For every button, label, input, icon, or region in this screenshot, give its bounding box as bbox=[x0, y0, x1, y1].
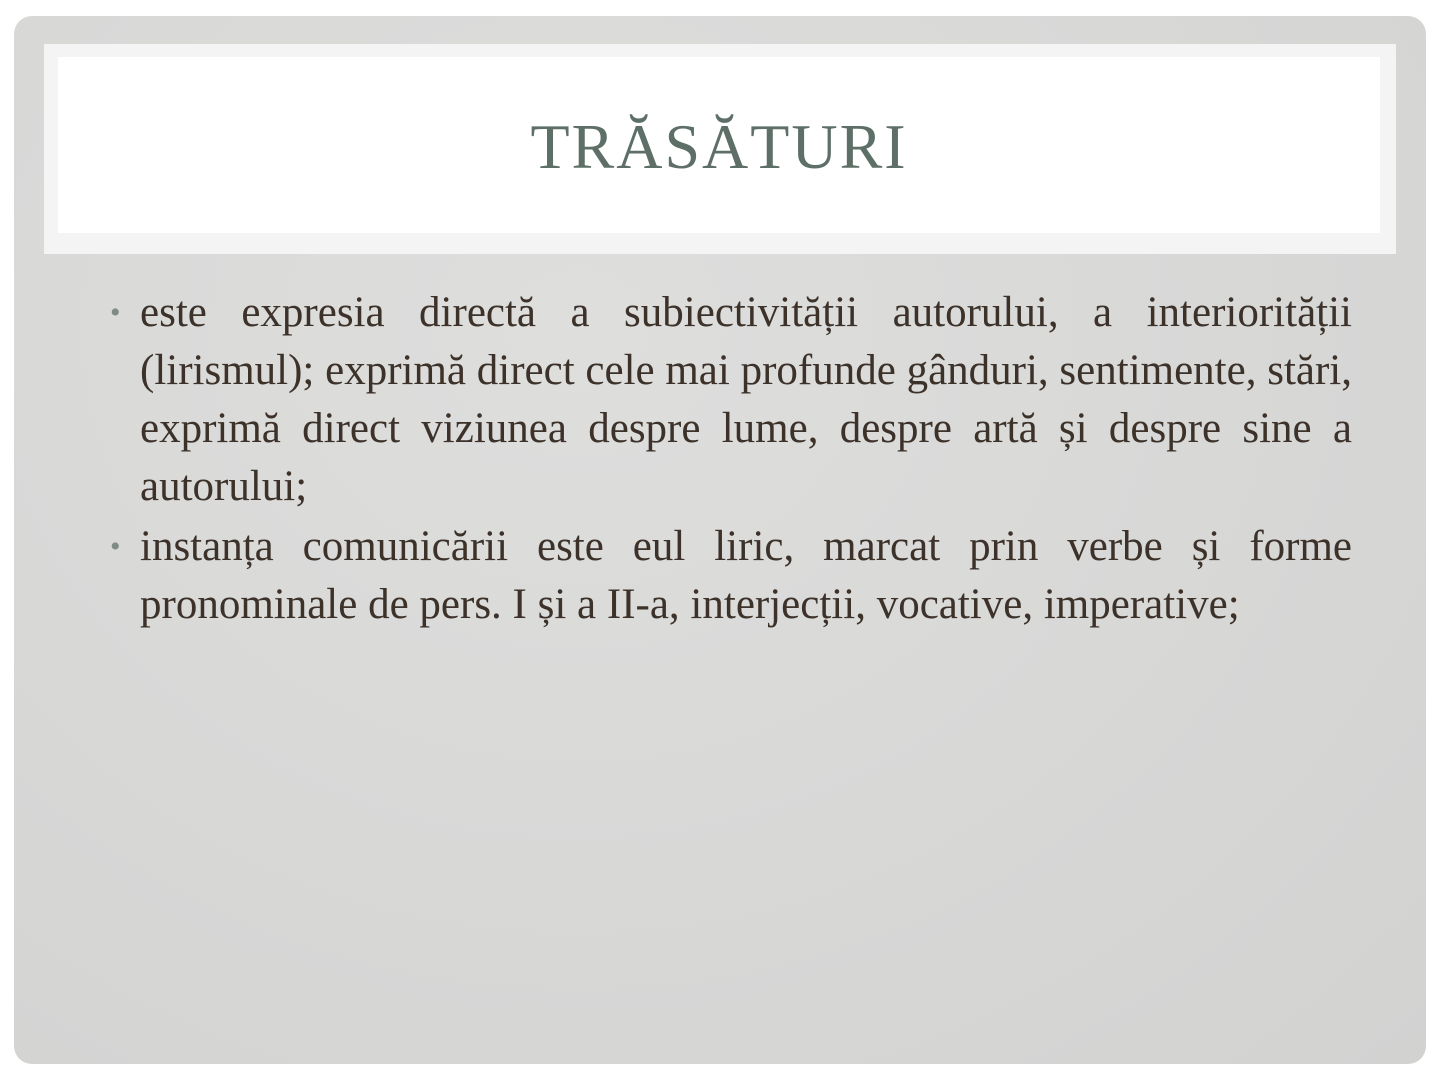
bullet-marker: • bbox=[110, 530, 121, 563]
bullet-item-1 bbox=[110, 284, 1352, 516]
title-box bbox=[58, 57, 1380, 233]
bullet-text-1: este expresia directă a subiectivității autorului, a interiorității (lirismul); exprimă direct cele mai profunde gânduri, sentimente, stări, exprimă direct viziunea despre lume, despre artă și despre sine a autorului; bbox=[140, 289, 1352, 510]
slide bbox=[14, 16, 1426, 1064]
bullet-marker: • bbox=[110, 296, 121, 329]
bullet-text-2: instanța comunicării este eul liric, marcat prin verbe și forme pronominale de pers. I și a II-a, interjecții, vocative, imperative; bbox=[140, 523, 1352, 628]
bullet-list bbox=[110, 284, 1352, 636]
title-frame bbox=[44, 44, 1396, 254]
slide-title: TRĂSĂTURI bbox=[530, 111, 908, 182]
bullet-item-2 bbox=[110, 518, 1352, 634]
